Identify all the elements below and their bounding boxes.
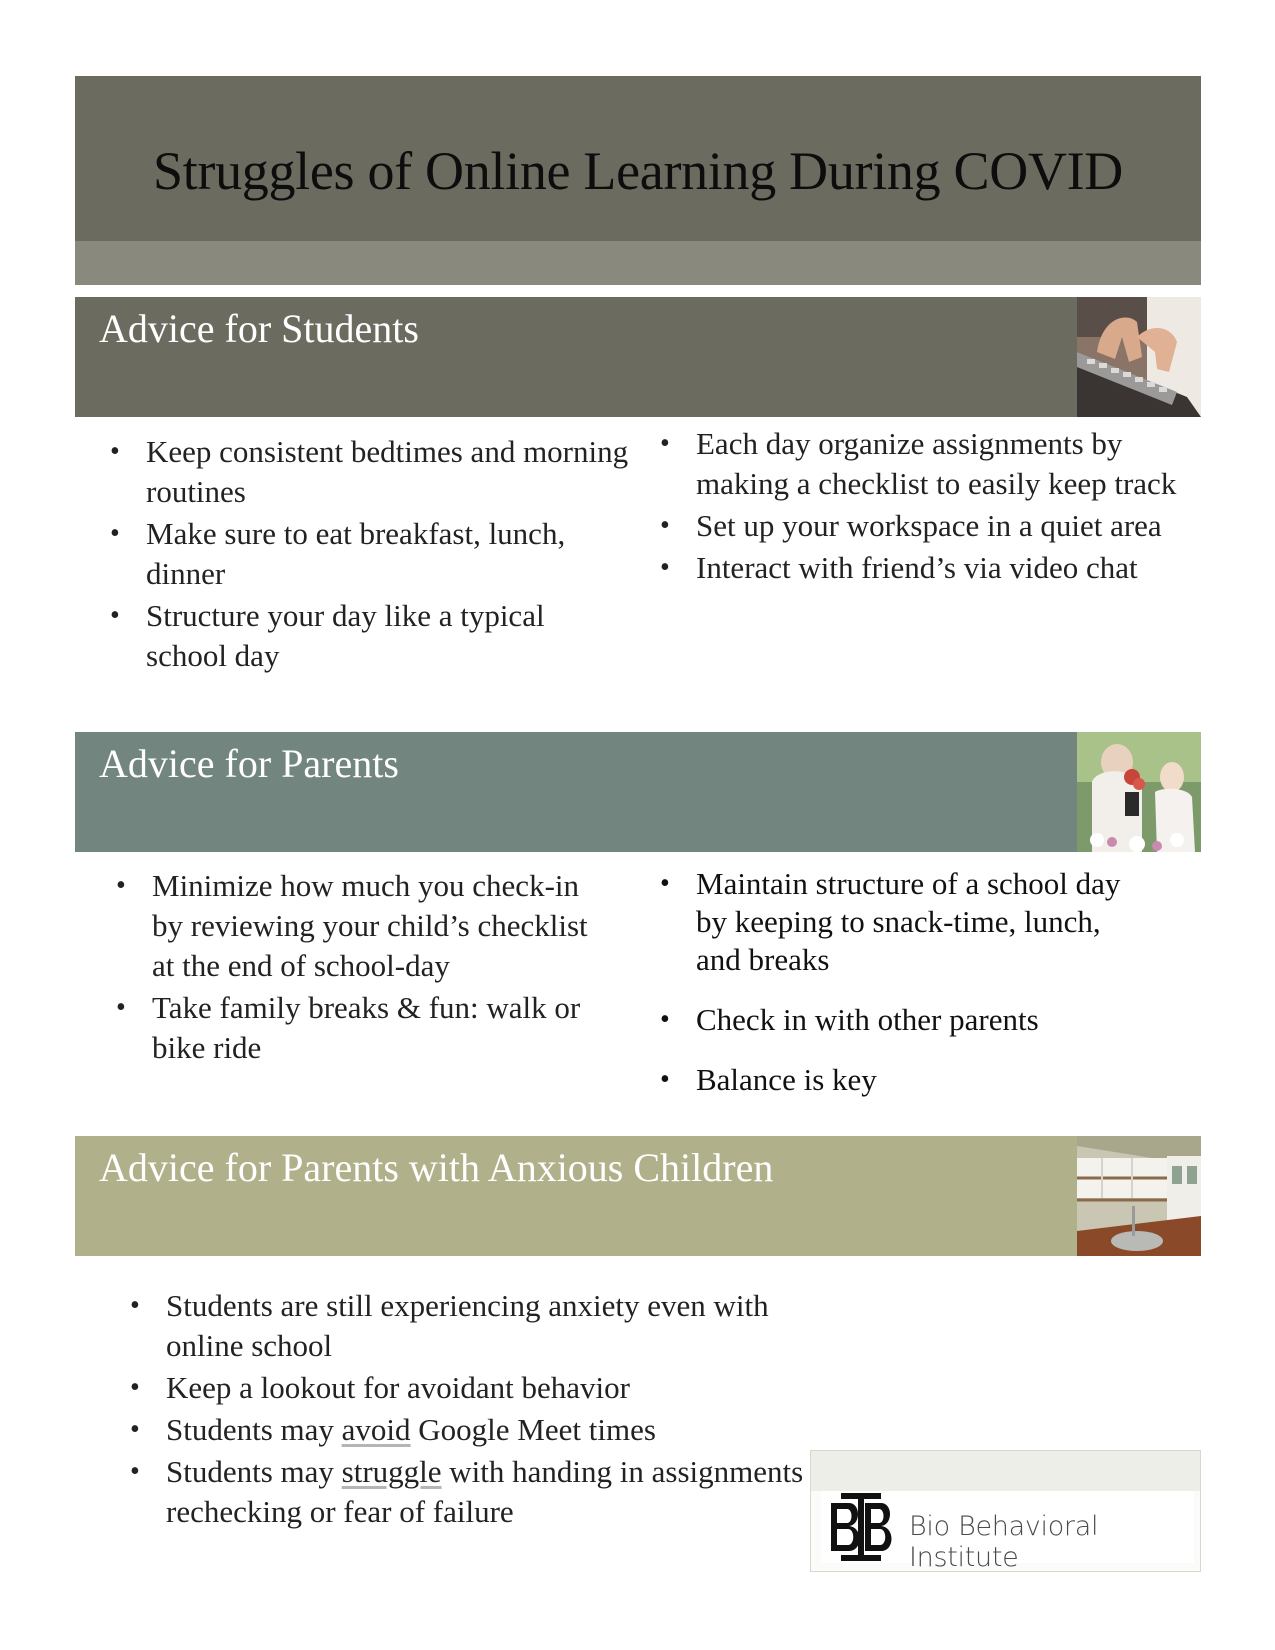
bio-behavioral-institute-logo	[810, 1450, 1201, 1572]
title-banner	[75, 76, 1201, 241]
list-item: • Students are still experiencing anxiety even with online school	[130, 1286, 810, 1366]
students-right-list	[660, 424, 1200, 590]
anxious-list	[130, 1286, 810, 1534]
title-accent-strip	[75, 241, 1201, 285]
underlined-word: struggle	[341, 1454, 442, 1489]
list-item: • Set up your workspace in a quiet area	[660, 506, 1200, 546]
bb-monogram-icon	[827, 1493, 899, 1561]
parents-heading: Advice for Parents	[99, 741, 399, 786]
list-item: • Interact with friend’s via video chat	[660, 548, 1200, 588]
anxious-heading: Advice for Parents with Anxious Children	[99, 1145, 774, 1190]
kitchen-window-photo	[1077, 1136, 1201, 1256]
typing-keyboard-photo	[1077, 297, 1201, 417]
list-item: • Minimize how much you check-in by reviewing your child’s checklist at the end of school-day	[116, 866, 616, 986]
students-left-list	[110, 432, 630, 678]
parent-child-gardening-photo	[1077, 732, 1201, 852]
list-item: • Structure your day like a typical school day	[110, 596, 630, 676]
list-item: • Check in with other parents	[660, 1001, 1140, 1039]
logo-name: Bio Behavioral Institute	[909, 1511, 1099, 1573]
list-item: • Make sure to eat breakfast, lunch, dinner	[110, 514, 630, 594]
anxious-section-header	[75, 1136, 1201, 1256]
parents-section-header	[75, 732, 1201, 852]
list-item: • Students may avoid Google Meet times	[130, 1410, 810, 1450]
underlined-word: avoid	[341, 1412, 411, 1447]
page-title: Struggles of Online Learning During COVID	[152, 141, 1124, 201]
list-item: • Students may struggle with handing in assignments rechecking or fear of failure	[130, 1452, 810, 1532]
parents-right-list	[660, 865, 1140, 1101]
parents-left-list	[116, 866, 616, 1070]
list-item: • Keep a lookout for avoidant behavior	[130, 1368, 810, 1408]
list-item: • Balance is key	[660, 1061, 1140, 1099]
list-item: • Keep consistent bedtimes and morning routines	[110, 432, 630, 512]
list-item: • Each day organize assignments by making a checklist to easily keep track	[660, 424, 1200, 504]
students-section-header	[75, 297, 1201, 417]
list-item: • Maintain structure of a school day by keeping to snack-time, lunch, and breaks	[660, 865, 1140, 979]
list-item: • Take family breaks & fun: walk or bike ride	[116, 988, 616, 1068]
students-heading: Advice for Students	[99, 306, 419, 351]
